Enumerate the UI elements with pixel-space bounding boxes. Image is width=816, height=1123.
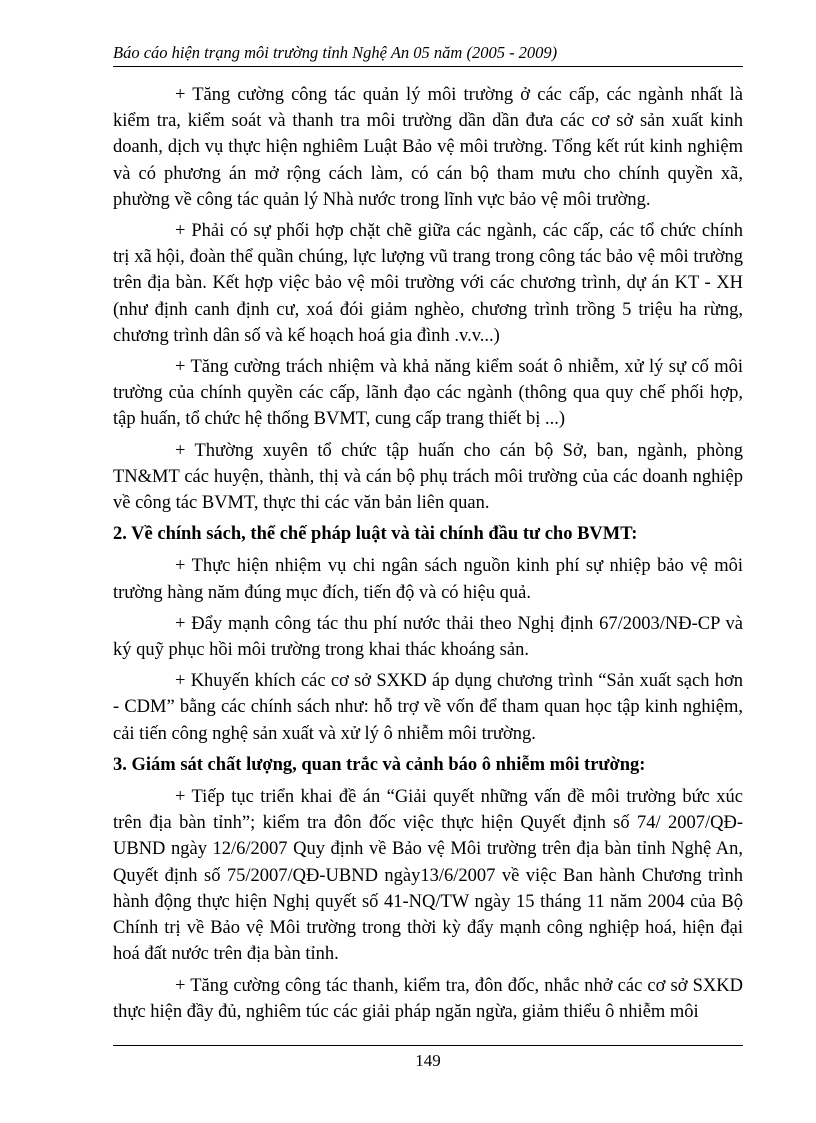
paragraph-coordination: + Phải có sự phối hợp chặt chẽ giữa các ngành, các cấp, các tổ chức chính trị xã hội, đoàn thể quần chúng, lực lượng vũ trang trong công tác bảo vệ môi trường trên địa bàn. Kết hợp việc bảo vệ môi trường với các chương trình, dự án KT - XH (như định canh định cư, xoá đói giảm nghèo, chương trình trồng 5 triệu ha rừng, chương trình dân số và kế hoạch hoá gia đình .v.v...) [113, 221, 743, 346]
footer-divider [113, 1045, 743, 1046]
paragraph-inspection: + Tăng cường công tác thanh, kiểm tra, đôn đốc, nhắc nhở các cơ sở SXKD thực hiện đầy đủ, nghiêm túc các giải pháp ngăn ngừa, giảm thiểu ô nhiễm môi [113, 975, 743, 1022]
header-divider [113, 66, 743, 67]
running-header: Báo cáo hiện trạng môi trường tỉnh Nghệ An 05 năm (2005 - 2009) [113, 43, 558, 62]
paragraph-budget: + Thực hiện nhiệm vụ chi ngân sách nguồn kinh phí sự nhiệp bảo vệ môi trường hàng năm đúng mục đích, tiến độ và có hiệu quả. [113, 556, 743, 603]
paragraph-cleaner-production: + Khuyến khích các cơ sở SXKD áp dụng chương trình “Sản xuất sạch hơn - CDM” bằng các chính sách như: hỗ trợ về vốn để tham quan học tập kinh nghiệm, cải tiến công nghệ sản xuất và xử lý ô nhiễm môi trường. [113, 671, 743, 744]
paragraph-responsibility: + Tăng cường trách nhiệm và khả năng kiểm soát ô nhiễm, xử lý sự cố môi trường của chính quyền các cấp, lãnh đạo các ngành (thông qua quy chế phối hợp, tập huấn, tổ chức hệ thống BVMT, cung cấp trang thiết bị ...) [113, 357, 743, 430]
document-body [113, 82, 743, 1030]
section-heading-monitoring: 3. Giám sát chất lượng, quan trắc và cảnh báo ô nhiễm môi trường: [113, 754, 646, 775]
paragraph-wastewater-fee: + Đẩy mạnh công tác thu phí nước thải theo Nghị định 67/2003/NĐ-CP và ký quỹ phục hồi môi trường trong khai thác khoáng sản. [113, 613, 743, 661]
paragraph-management: + Tăng cường công tác quản lý môi trường ở các cấp, các ngành nhất là kiểm tra, kiểm soát và thanh tra môi trường dần dần đưa các cơ sở sản xuất kinh doanh, dịch vụ thực hiện nghiêm Luật Bảo vệ môi trường. Tổng kết rút kinh nghiệm và có phương án mở rộng cách làm, có cán bộ tham mưu cho chính quyền xã, phường về công tác quản lý Nhà nước trong lĩnh vực bảo vệ môi trường. [113, 85, 743, 210]
page-number: 149 [415, 1051, 441, 1070]
paragraph-training: + Thường xuyên tổ chức tập huấn cho cán bộ Sở, ban, ngành, phòng TN&MT các huyện, thành, thị và cán bộ phụ trách môi trường của các doanh nghiệp về công tác BVMT, thực thi các văn bản liên quan. [113, 440, 743, 514]
paragraph-project-deployment: + Tiếp tục triển khai đề án “Giải quyết những vấn đề môi trường bức xúc trên địa bàn tỉnh”; kiểm tra đôn đốc việc thực hiện Quyết định số 74/ 2007/QĐ-UBND ngày 12/6/2007 Quy định về Bảo vệ Môi trường trên địa bàn tỉnh Nghệ An, Quyết định số 75/2007/QĐ-UBND ngày13/6/2007 về việc Ban hành Chương trình hành động thực hiện Nghị quyết số 41-NQ/TW ngày 15 tháng 11 năm 2004 của Bộ Chính trị về Bảo vệ Môi trường trong thời kỳ đẩy mạnh công nghiệp hoá, hiện đại hoá đất nước trên địa bàn tỉnh. [113, 787, 743, 965]
section-heading-policy: 2. Về chính sách, thể chế pháp luật và tài chính đầu tư cho BVMT: [113, 524, 638, 545]
